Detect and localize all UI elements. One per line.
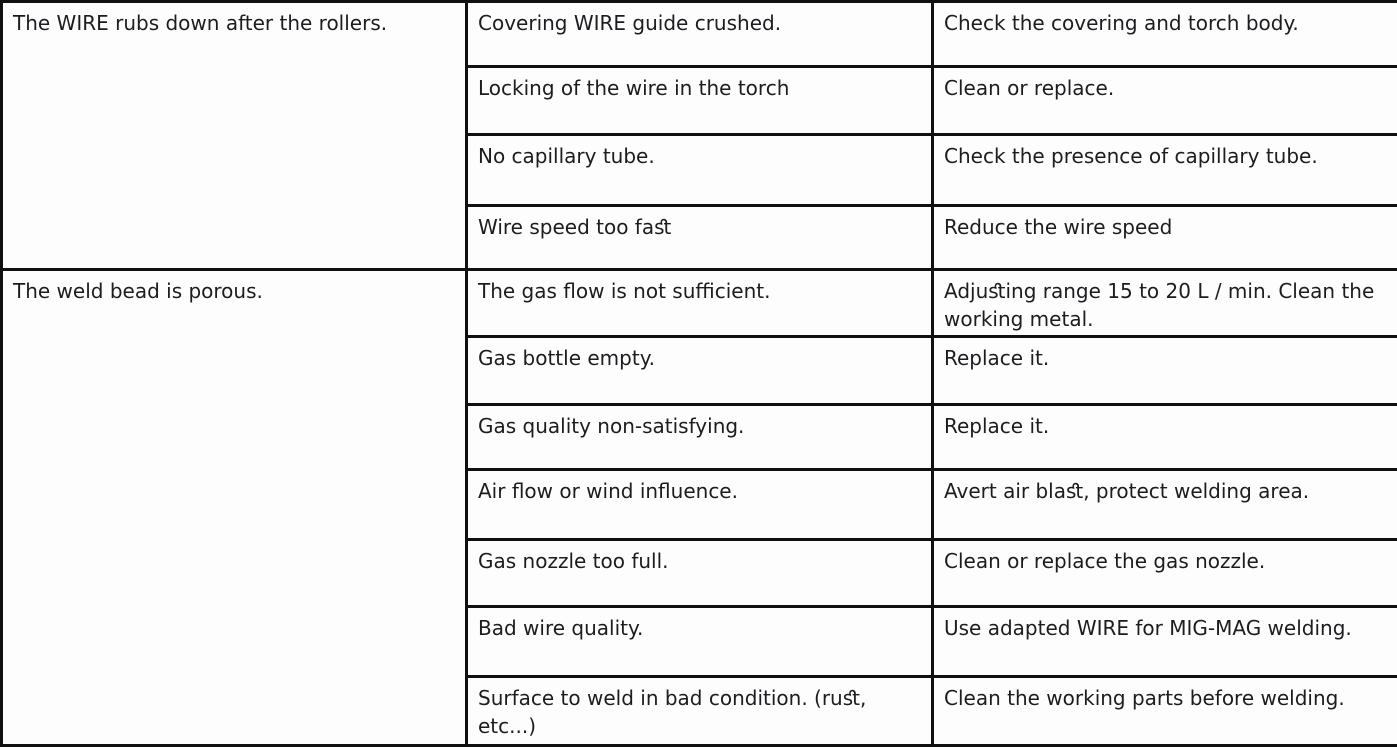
- cause-cell: The gas flow is not sufficient.: [467, 270, 933, 337]
- cause-cell: Gas bottle empty.: [467, 337, 933, 405]
- problem-cell: The weld bead is porous.: [2, 270, 467, 746]
- cause-cell: Bad wire quality.: [467, 607, 933, 677]
- cause-cell: Wire speed too faﬆ: [467, 206, 933, 270]
- remedy-cell: Adjuﬆing range 15 to 20 L / min. Clean the working metal.: [933, 270, 1397, 337]
- cause-cell: Air flow or wind influence.: [467, 470, 933, 540]
- remedy-cell: Replace it.: [933, 337, 1397, 405]
- remedy-cell: Reduce the wire speed: [933, 206, 1397, 270]
- cause-cell: Surface to weld in bad condition. (ruﬆ, etc...): [467, 677, 933, 746]
- table-row: [2, 2, 1397, 67]
- remedy-cell: Use adapted WIRE for MIG-MAG welding.: [933, 607, 1397, 677]
- cause-cell: Locking of the wire in the torch: [467, 67, 933, 135]
- table-row: [2, 270, 1397, 337]
- cause-cell: No capillary tube.: [467, 135, 933, 206]
- problem-cell: The WIRE rubs down after the rollers.: [2, 2, 467, 270]
- remedy-cell: Avert air blaﬆ, protect welding area.: [933, 470, 1397, 540]
- remedy-cell: Check the covering and torch body.: [933, 2, 1397, 67]
- remedy-cell: Clean or replace.: [933, 67, 1397, 135]
- cause-cell: Covering WIRE guide crushed.: [467, 2, 933, 67]
- remedy-cell: Clean the working parts before welding.: [933, 677, 1397, 746]
- remedy-cell: Clean or replace the gas nozzle.: [933, 540, 1397, 607]
- cause-cell: Gas nozzle too full.: [467, 540, 933, 607]
- remedy-cell: Replace it.: [933, 405, 1397, 470]
- remedy-cell: Check the presence of capillary tube.: [933, 135, 1397, 206]
- cause-cell: Gas quality non-satisfying.: [467, 405, 933, 470]
